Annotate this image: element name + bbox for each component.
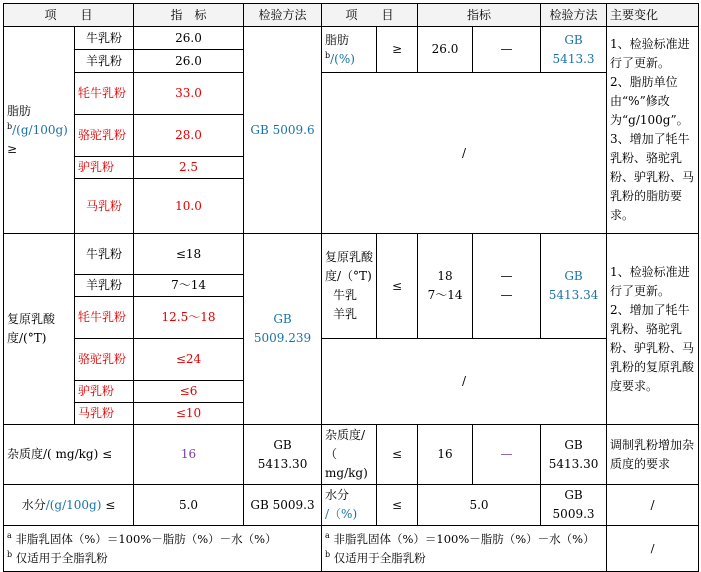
impurity-old-le: ≤ (377, 425, 418, 485)
header-changes: 主要变化 (607, 4, 699, 27)
fat-product: 马乳粉 (75, 179, 134, 234)
table-row (4, 27, 699, 50)
acidity-old-dashes (473, 234, 541, 339)
header-method-old: 检验方法 (541, 4, 607, 27)
fat-value: 28.0 (134, 115, 244, 157)
impurity-label: 杂质度/( mg/kg) ≤ (4, 425, 134, 485)
acidity-old-dash: — (500, 288, 513, 302)
note-a-mark: a (7, 530, 12, 540)
fat-product: 羊乳粉 (75, 50, 134, 73)
impurity-value: 16 (134, 425, 244, 485)
water-method: GB 5009.3 (244, 485, 322, 526)
header-indicator-old: 指标 (418, 4, 541, 27)
fat-old-method: GB 5413.3 (541, 27, 607, 73)
fat-old-label (322, 27, 377, 73)
notes-old (322, 526, 607, 572)
water-old-method: GB 5009.3 (541, 485, 607, 526)
acidity-method: GB 5009.239 (244, 234, 322, 425)
note-b-mark: b (7, 549, 13, 559)
fat-value: 33.0 (134, 73, 244, 115)
water-old-label-text: 水分 (325, 488, 350, 502)
acidity-value: ≤10 (134, 403, 244, 425)
water-old-le: ≤ (377, 485, 418, 526)
acidity-old-label-text: 复原乳酸度/（°T) (325, 250, 374, 283)
header-row (4, 4, 699, 27)
acidity-product: 马乳粉 (75, 403, 134, 425)
notes-change: / (607, 526, 699, 572)
water-old-unit: /（%) (325, 507, 358, 521)
table-row (4, 339, 699, 381)
comparison-table (3, 3, 699, 572)
table-row (4, 485, 699, 526)
fat-change: 1、检验标准进行了更新。 2、脂肪单位由“%”修改为“g/100g”。 3、增加了牦牛乳粉、骆驼乳粉、驴乳粉、马乳粉的脂肪要求。 (607, 27, 699, 234)
acidity-old-method: GB 5413.34 (541, 234, 607, 339)
acidity-product: 骆驼乳粉 (75, 339, 134, 381)
fat-old-dash: — (473, 27, 541, 73)
fat-product: 牦牛乳粉 (75, 73, 134, 115)
fat-old-footnote-mark: b (325, 50, 331, 60)
fat-old-slash: / (322, 73, 607, 234)
table-row (4, 425, 699, 485)
acidity-change: 1、检验标准进行了更新。 2、增加了牦牛乳粉、骆驼乳粉、驴乳粉、马乳粉的复原乳酸度要求。 (607, 234, 699, 425)
header-method: 检验方法 (244, 4, 322, 27)
acidity-label: 复原乳酸度/(°T) (4, 234, 75, 425)
fat-value: 2.5 (134, 157, 244, 179)
note-b-text-old: 仅适用于全脂乳粉 (333, 550, 426, 565)
fat-old-value: 26.0 (418, 27, 473, 73)
acidity-old-cow-value: 18 (437, 269, 453, 283)
acidity-old-slash: / (322, 339, 607, 425)
acidity-old-dash: — (500, 269, 513, 283)
acidity-old-cow: 牛乳 (333, 288, 358, 302)
acidity-old-values (418, 234, 473, 339)
fat-old-unit: /(%) (330, 51, 355, 66)
acidity-product: 牦牛乳粉 (75, 297, 134, 339)
acidity-value: ≤6 (134, 381, 244, 403)
fat-value: 10.0 (134, 179, 244, 234)
acidity-old-sheep-value: 7～14 (427, 288, 463, 302)
acidity-old-sheep: 羊乳 (333, 307, 358, 321)
acidity-product: 羊乳粉 (75, 275, 134, 297)
fat-product: 牛乳粉 (75, 27, 134, 50)
note-a-mark-old: a (325, 530, 330, 540)
impurity-change: 调制乳粉增加杂质度的要求 (607, 425, 699, 485)
notes-new (4, 526, 322, 572)
fat-value: 26.0 (134, 50, 244, 73)
header-item-old: 项 目 (322, 4, 418, 27)
water-le: ≤ (105, 497, 116, 512)
notes-row (4, 526, 699, 572)
acidity-product: 牛乳粉 (75, 234, 134, 275)
water-change: / (607, 485, 699, 526)
header-indicator: 指 标 (134, 4, 244, 27)
acidity-value: 12.5～18 (134, 297, 244, 339)
acidity-product: 驴乳粉 (75, 381, 134, 403)
acidity-old-label (322, 234, 377, 339)
fat-footnote-mark: b (7, 121, 13, 131)
fat-label (4, 27, 75, 234)
impurity-old-label: 杂质度/（ mg/kg) (322, 425, 377, 485)
note-a-text-old: 非脂乳固体（%）＝100%－脂肪（%）－水（%） (333, 531, 595, 546)
header-item: 项 目 (4, 4, 134, 27)
fat-value: 26.0 (134, 27, 244, 50)
impurity-old-value: 16 (418, 425, 473, 485)
note-b-mark-old: b (325, 549, 331, 559)
fat-product: 骆驼乳粉 (75, 115, 134, 157)
fat-unit: /(g/100g) (12, 122, 68, 137)
water-value: 5.0 (134, 485, 244, 526)
table-row (4, 234, 699, 275)
water-old-value: 5.0 (418, 485, 541, 526)
fat-old-label-text: 脂肪 (325, 32, 350, 47)
acidity-old-le: ≤ (377, 234, 418, 339)
note-a-text: 非脂乳固体（%）＝100%－脂肪（%）－水（%） (15, 531, 277, 546)
impurity-old-method: GB 5413.30 (541, 425, 607, 485)
fat-product: 驴乳粉 (75, 157, 134, 179)
impurity-old-dash: — (473, 425, 541, 485)
table-row (4, 73, 699, 115)
note-b-text: 仅适用于全脂乳粉 (15, 550, 108, 565)
water-unit: /(g/100g) (45, 497, 102, 512)
water-old-label (322, 485, 377, 526)
fat-ge: ≥ (7, 141, 18, 156)
fat-old-ge: ≥ (377, 27, 418, 73)
acidity-value: ≤18 (134, 234, 244, 275)
acidity-value: ≤24 (134, 339, 244, 381)
water-label (4, 485, 134, 526)
water-label-text: 水分 (21, 497, 46, 512)
fat-label-text: 脂肪 (7, 103, 32, 118)
impurity-method: GB 5413.30 (244, 425, 322, 485)
acidity-value: 7～14 (134, 275, 244, 297)
fat-method: GB 5009.6 (244, 27, 322, 234)
